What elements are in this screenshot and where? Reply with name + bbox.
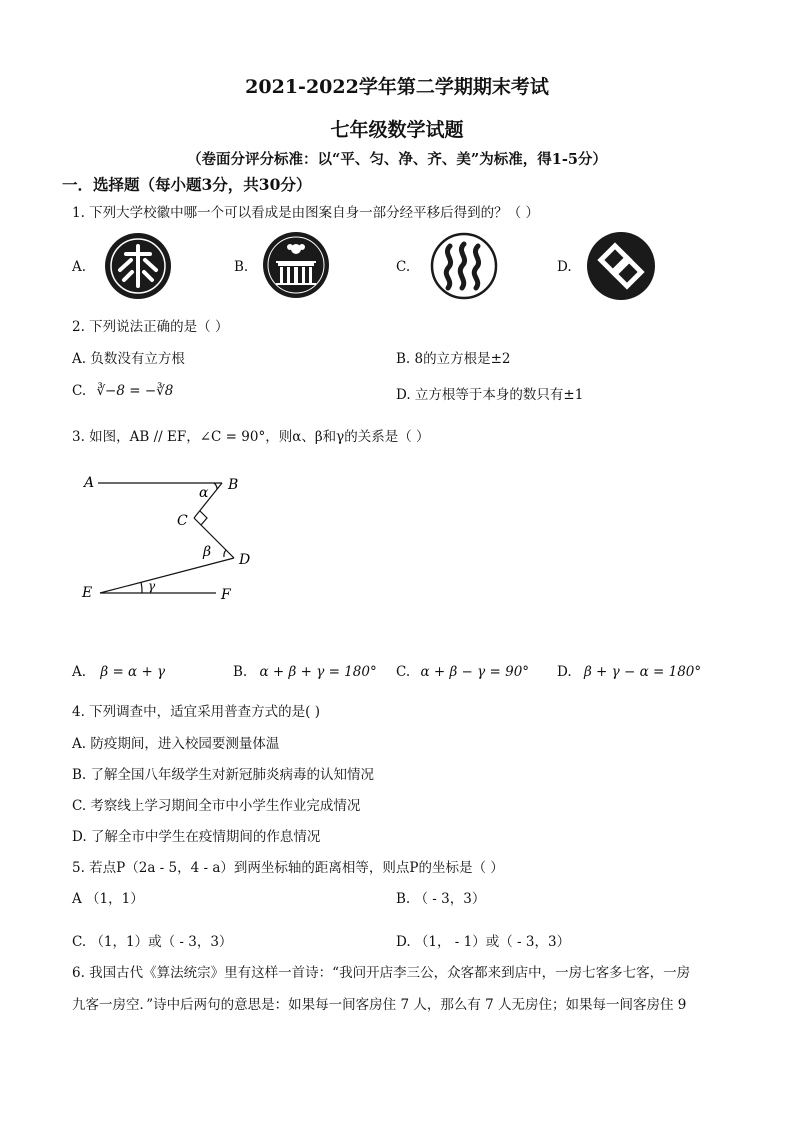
angle-alpha-label: α bbox=[199, 485, 209, 501]
q5-option-c: C. （1，1）或（ - 3，3） bbox=[72, 934, 233, 950]
angle-beta-label: β bbox=[203, 544, 212, 560]
q1-option-a-label: A. bbox=[72, 259, 87, 275]
q5-option-b: B. （ - 3，3） bbox=[396, 891, 486, 907]
q3-option-b bbox=[233, 664, 377, 680]
exam-subtitle: 七年级数学试题 bbox=[330, 119, 464, 141]
q3-option-b-expr: α + β + γ = 180° bbox=[259, 664, 377, 680]
q4-option-b: B. 了解全国八年级学生对新冠肺炎病毒的认知情况 bbox=[72, 767, 375, 783]
q2-option-d: D. 立方根等于本身的数只有±1 bbox=[396, 387, 584, 403]
point-e-label: E bbox=[82, 585, 93, 601]
q1-option-c-label: C. bbox=[396, 259, 411, 275]
university-gate-logo-icon bbox=[262, 231, 330, 299]
angle-gamma-label: γ bbox=[148, 579, 156, 593]
q2-option-c-label: C. bbox=[72, 383, 87, 399]
q3-option-c-label: C. bbox=[396, 664, 411, 680]
q2-option-c-expr: ∛−8 = −∛8 bbox=[96, 383, 174, 399]
q4-option-a: A. 防疫期间，进入校园要测量体温 bbox=[72, 736, 280, 752]
q3-option-a-label: A. bbox=[72, 664, 87, 680]
exam-title: 2021-2022学年第二学期期末考试 bbox=[245, 76, 549, 98]
q2-option-b: B. 8的立方根是±2 bbox=[396, 351, 511, 367]
q4-option-c: C. 考察线上学习期间全市中小学生作业完成情况 bbox=[72, 798, 361, 814]
section-title: 一．选择题（每小题3分，共30分） bbox=[62, 175, 312, 194]
q3-option-c-expr: α + β − γ = 90° bbox=[420, 664, 530, 680]
q5-option-a: A （1，1） bbox=[72, 891, 144, 907]
point-b-label: B bbox=[228, 477, 239, 493]
waves-logo-icon bbox=[430, 232, 498, 300]
q5-option-d: D. （1， - 1）或（ - 3，3） bbox=[396, 934, 571, 950]
q2-option-c bbox=[72, 383, 173, 399]
question-6-line-2: 九客一房空．”诗中后两句的意思是：如果每一间客房住 7 人，那么有 7 人无房住；如果每一间客房住 9 bbox=[72, 997, 687, 1013]
q1-option-d-label: D. bbox=[557, 259, 572, 275]
q3-option-a-expr: β = α + γ bbox=[100, 664, 166, 680]
q3-option-d bbox=[557, 664, 701, 680]
point-d-label: D bbox=[239, 552, 251, 568]
point-a-label: A bbox=[84, 475, 95, 491]
question-1: 1. 下列大学校徽中哪一个可以看成是由图案自身一部分经平移后得到的？（ ） bbox=[72, 205, 539, 221]
q3-option-a bbox=[72, 664, 165, 680]
grading-note: （卷面分评分标准：以“平、匀、净、齐、美”为标准，得1-5分） bbox=[187, 151, 607, 168]
q3-option-d-label: D. bbox=[557, 664, 572, 680]
point-f-label: F bbox=[221, 587, 231, 603]
point-c-label: C bbox=[177, 513, 188, 529]
q1-option-b-label: B. bbox=[234, 259, 249, 275]
q3-option-d-expr: β + γ − α = 180° bbox=[583, 664, 702, 680]
q4-option-d: D. 了解全市中学生在疫情期间的作息情况 bbox=[72, 829, 321, 845]
question-4: 4. 下列调查中，适宜采用普查方式的是( ) bbox=[72, 704, 320, 720]
question-3: 3. 如图，AB // EF，∠C = 90°，则α、β和γ的关系是（ ） bbox=[72, 429, 430, 445]
question-6-line-1: 6. 我国古代《算法统宗》里有这样一首诗：“我问开店李三公，众客都来到店中，一房七客多七客，一房 bbox=[72, 965, 691, 981]
q3-option-b-label: B. bbox=[233, 664, 248, 680]
parallel-lines-figure bbox=[76, 466, 256, 606]
knot-logo-icon bbox=[586, 231, 656, 301]
peking-university-logo-icon bbox=[104, 232, 172, 300]
question-2: 2. 下列说法正确的是（ ） bbox=[72, 319, 229, 335]
q2-option-a: A. 负数没有立方根 bbox=[72, 351, 185, 367]
q3-option-c bbox=[396, 664, 529, 680]
question-5: 5. 若点P（2a - 5，4 - a）到两坐标轴的距离相等，则点P的坐标是（ ） bbox=[72, 860, 504, 876]
